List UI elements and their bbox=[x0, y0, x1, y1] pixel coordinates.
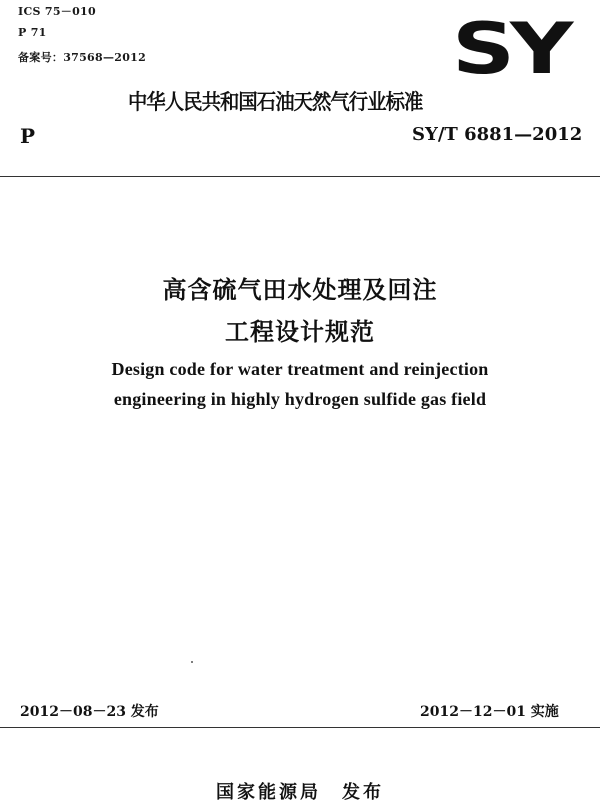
header-divider bbox=[0, 176, 600, 177]
classification-code: P 71 bbox=[18, 26, 47, 39]
sy-logo: SY bbox=[452, 8, 569, 90]
footer-divider bbox=[0, 727, 600, 728]
record-number: 备案号：37568—2012 bbox=[18, 51, 147, 64]
title-zh-line1: 高含硫气田水处理及回注 bbox=[162, 276, 438, 304]
publish-date: 2012－08－23 发布 bbox=[20, 704, 159, 720]
title-en-line2: engineering in highly hydrogen sulfide gas field bbox=[113, 389, 487, 409]
issuer: 国家能源局 发布 bbox=[216, 782, 384, 803]
implement-date: 2012－12－01 实施 bbox=[420, 704, 559, 720]
category-letter: P bbox=[20, 124, 36, 148]
title-en-line1: Design code for water treatment and reinjection bbox=[111, 359, 489, 379]
org-title: 中华人民共和国石油天然气行业标准 bbox=[128, 90, 423, 114]
scan-speck bbox=[191, 661, 193, 663]
title-zh-line2: 工程设计规范 bbox=[225, 318, 375, 346]
ics-code: ICS 75－010 bbox=[18, 5, 96, 18]
standard-number: SY/T 6881—2012 bbox=[412, 124, 583, 145]
